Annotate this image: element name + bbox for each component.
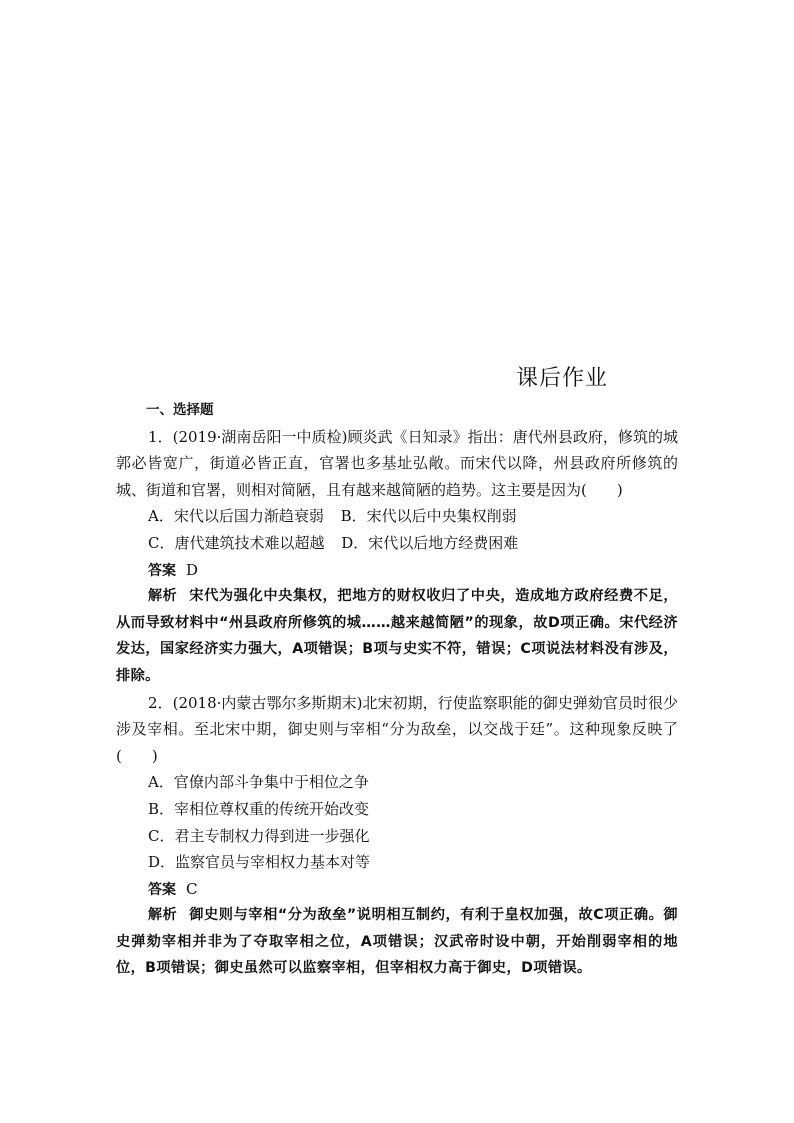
answer-line [116,557,678,584]
option-c: C．君主专制权力得到进一步强化 [148,826,370,845]
answer-line [116,876,678,903]
section-title: 一、选择题 [146,402,214,418]
analysis-text: 宋代为强化中央集权，把地方的财权收归了中央，造成地方政府经费不足，从而导致材料中“州县政府所修筑的城……越来越简陋”的现象，故D项正确。宋代经济发达，国家经济实力强大，A项错误；B项与史实不符，错误；C项说法材料没有涉及，排除。 [116,588,678,684]
question-stem: 1．(2019·湖南岳阳一中质检)顾炎武《日知录》指出：唐代州县政府，修筑的城郭必皆宽广，街道必皆正直，官署也多基址弘敞。而宋代以降，州县政府所修筑的城、街道和官署，则相对简陋，且有越来越简陋的趋势。这主要是因为( ) [116,427,678,499]
option-c: C．唐代建筑技术难以超越 [148,533,325,552]
analysis-label: 解析 [148,588,178,605]
answer-label: 答案 [148,562,176,579]
answer-value: C [186,879,198,898]
question-1 [116,424,678,690]
option-a: A．官僚内部斗争集中于相位之争 [148,773,369,792]
document-body [116,397,678,982]
analysis-label: 解析 [148,907,178,924]
option-d: D．宋代以后地方经费困难 [341,533,519,552]
options-row [116,530,678,557]
option-b: B．宰相位尊权重的传统开始改变 [148,799,370,818]
question-stem: 2．(2018·内蒙古鄂尔多斯期末)北宋初期，行使监察职能的御史弹劾官员时很少涉及宰相。至北宋中期，御史则与宰相“分为敌垒，以交战于廷”。这种现象反映了( ) [116,693,678,765]
page-title: 课后作业 [516,366,609,391]
analysis [116,902,678,982]
question-2 [116,690,678,983]
option-a: A．宋代以后国力渐趋衰弱 [148,507,324,526]
options-row [116,503,678,530]
analysis [116,583,678,689]
analysis-text: 御史则与宰相“分为敌垒”说明相互制约，有利于皇权加强，故C项正确。御史弹劾宰相并非为了夺取宰相之位，A项错误；汉武帝时设中朝，开始削弱宰相的地位，B项错误；御史虽然可以监察宰相，但宰相权力高于御史，D项错误。 [116,907,678,977]
answer-value: D [186,560,199,579]
option-b: B．宋代以后中央集权削弱 [340,507,517,526]
option-d: D．监察官员与宰相权力基本对等 [148,853,371,872]
answer-label: 答案 [148,881,176,898]
